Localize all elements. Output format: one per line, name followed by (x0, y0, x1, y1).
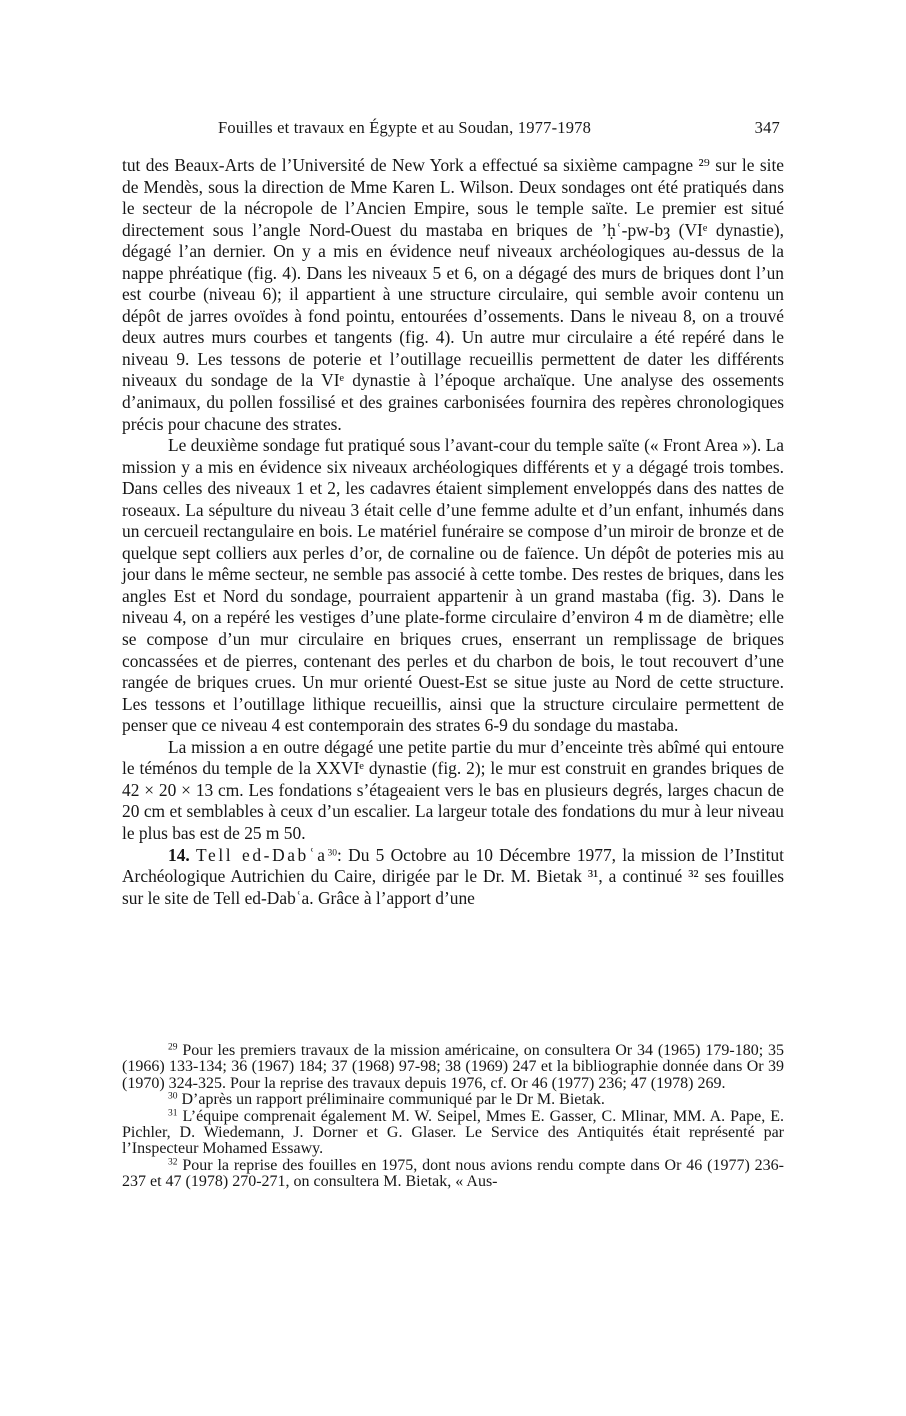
page-number: 347 (754, 118, 780, 137)
footnote-30 (122, 1092, 784, 1108)
footnote-29 (122, 1043, 784, 1092)
footnotes (122, 1043, 784, 1191)
footnote-marker-29: 29 (168, 1042, 178, 1053)
footnote-31-text: L’équipe comprenait également M. W. Seipel, Mmes E. Gasser, C. Mlinar, MM. A. Pape, E. Pichler, D. Wiedemann, J. Dorner et G. Glaser. Le Service des Antiquités était représenté par l’Inspecteur Mohamed Essawy. (122, 1107, 784, 1158)
paragraph-mendes-first-sounding: tut des Beaux-Arts de l’Université de New York a effectué sa sixième campagne ²⁹ sur le site de Mendès, sous la direction de Mme Karen L. Wilson. Deux sondages ont été pratiqués dans le secteur de la nécropole de l’Ancien Empire, sous le temple saïte. Le premier est situé directement sous l’angle Nord-Ouest du mastaba en briques de ’ḥʿ-pw-bȝ (VIᵉ dynastie), dégagé l’an dernier. On y a mis en évidence neuf niveaux archéologiques au-dessus de la nappe phréatique (fig. 4). Dans les niveaux 5 et 6, on a dégagé des murs de briques dont l’un est courbe (niveau 6); il appartient à une structure circulaire, qui semble avoir contenu un dépôt de jarres ovoïdes à fond pointu, entourées d’ossements. Dans le niveau 8, on a trouvé deux autres murs courbes et tangents (fig. 4). Un autre mur circulaire a été repéré dans le niveau 9. Les tessons de poterie et l’outillage recueillis permettent de dater les différents niveaux du sondage de la VIᵉ dynastie à l’époque archaïque. Une analyse des ossements d’animaux, du pollen fossilisé et des graines carbonisées fournira des repères chronologiques précis pour chacune des strates. (122, 155, 784, 434)
footnote-marker-31: 31 (168, 1107, 178, 1118)
paragraph-mendes-enclosure-wall: La mission a en outre dégagé une petite partie du mur d’enceinte très abîmé qui entoure le téménos du temple de la XXVIᵉ dynastie (fig. 2); le mur est construit en grandes briques de 42 × 20 × 13 cm. Les fondations s’étageaient vers le bas en plusieurs degrés, larges chacun de 20 cm et semblables à ceux d’un escalier. La largeur totale des fondations du mur à leur niveau le plus bas est de 25 m 50. (122, 736, 784, 843)
paragraph-tell-ed-daba-text: : Du 5 Octobre au 10 Décembre 1977, la mission de l’Institut Archéologique Autrichien du Caire, dirigée par le Dr. M. Bietak ³¹, a continué ³² ses fouilles sur le site de Tell ed-Dabʿa. Grâce à l’apport d’une (122, 844, 784, 908)
site-name: Tell ed-Dabʿa (196, 844, 328, 865)
paragraph-mendes-second-sounding: Le deuxième sondage fut pratiqué sous l’avant-cour du temple saïte (« Front Area »). La mission y a mis en évidence six niveaux archéologiques différents et y a dégagé trois tombes. Dans celles des niveaux 1 et 2, les cadavres étaient simplement enveloppés dans des nattes de roseaux. La sépulture du niveau 3 était celle d’une femme adulte et d’un enfant, inhumés dans un cercueil rectangulaire en bois. Le matériel funéraire se compose d’un miroir de bronze et de quelque sept colliers aux perles d’or, de cornaline ou de faïence. Un dépôt de poteries mis au jour dans le même secteur, ne semble pas associé à cette tombe. Des restes de briques, dans les angles Est et Nord du sondage, pourraient appartenir à un grand mastaba (fig. 3). Dans le niveau 4, on a repéré les vestiges d’une plate-forme circulaire d’environ 4 m de diamètre; elle se compose d’un mur circulaire en briques crues, enserrant un remplissage de briques concassées et de pierres, contenant des perles et du charbon de bois, le tout recouvert d’une rangée de briques crues. Un mur orienté Ouest-Est se situe juste au Nord de cette structure. Les tessons et l’outillage lithique recueillis, ainsi que la structure circulaire permettent de penser que ce niveau 4 est contemporain des strates 6-9 du sondage du mastaba. (122, 435, 784, 736)
section-number: 14. (168, 844, 190, 865)
footnote-marker-30: 30 (168, 1091, 178, 1102)
footnote-29-text: Pour les premiers travaux de la mission américaine, on consultera Or 34 (1965) 179-180; 35 (1966) 133-134; 36 (1967) 184; 37 (1968) 97-98; 38 (1969) 247 et la bibliographie donnée dans Or 39 (1970) 324-325. Pour la reprise des travaux depuis 1976, cf. Or 46 (1977) 236; 47 (1978) 269. (122, 1042, 785, 1092)
footnote-32 (122, 1158, 784, 1191)
running-title: Fouilles et travaux en Égypte et au Soudan, 1977-1978 (218, 118, 592, 137)
main-text (122, 155, 784, 909)
paragraph-tell-ed-daba (122, 845, 784, 910)
footnote-marker-32: 32 (168, 1157, 178, 1168)
footnote-30-text: D’après un rapport préliminaire communiqué par le Dr M. Bietak. (181, 1091, 605, 1109)
footnote-32-text: Pour la reprise des fouilles en 1975, dont nous avions rendu compte dans Or 46 (1977) 236-237 et 47 (1978) 270-271, on consultera M. Bietak, « Aus- (122, 1156, 784, 1191)
footnote-ref-30: 30 (327, 847, 338, 858)
footnote-31 (122, 1109, 784, 1158)
